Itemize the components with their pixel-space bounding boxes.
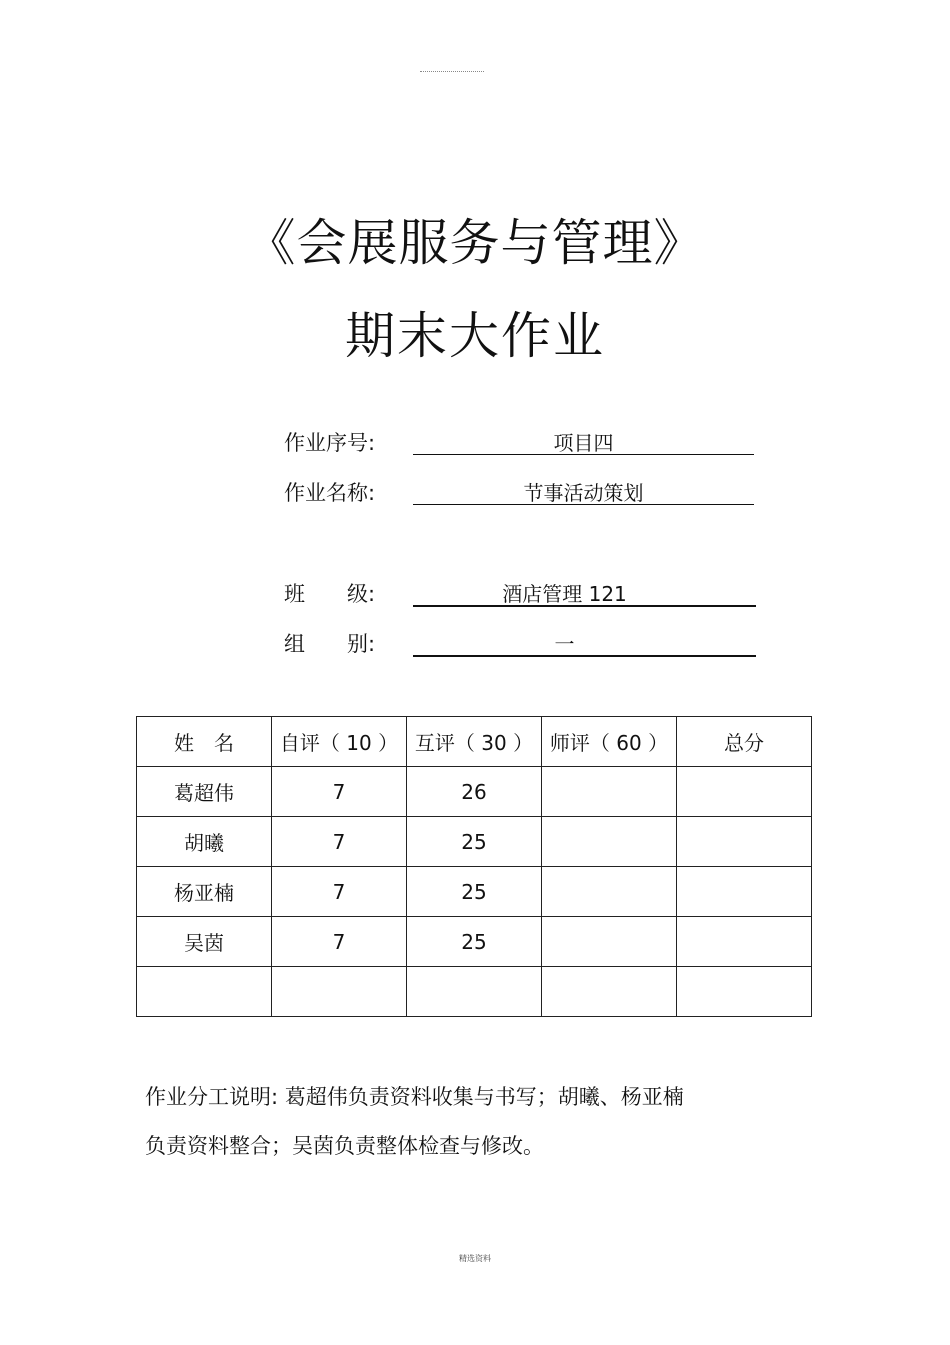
field-label: 作业名称: (284, 481, 376, 505)
cell-self-eval: 7 (272, 917, 407, 967)
cell-total (677, 817, 812, 867)
cell-name: 葛超伟 (137, 767, 272, 817)
cell-peer-eval (407, 967, 542, 1017)
field-value: 酒店管理 121 (413, 579, 756, 607)
table-row (137, 867, 812, 917)
header-total: 总分 (677, 717, 812, 767)
header-self-eval: 自评（ 10 ） (272, 717, 407, 767)
table-row (137, 967, 812, 1017)
cell-self-eval: 7 (272, 767, 407, 817)
table-row (137, 817, 812, 867)
table-row (137, 917, 812, 967)
division-of-work-note-line2: 负责资料整合；吴茵负责整体检查与修改。 (145, 1134, 544, 1158)
cell-total (677, 867, 812, 917)
cell-peer-eval: 25 (407, 817, 542, 867)
cell-teacher-eval (542, 767, 677, 817)
cell-name: 杨亚楠 (137, 867, 272, 917)
cell-peer-eval: 25 (407, 917, 542, 967)
assignment-title: 期末大作业 (345, 307, 605, 365)
field-value: 一 (413, 629, 756, 657)
cell-peer-eval: 25 (407, 867, 542, 917)
field-value: 节事活动策划 (413, 478, 754, 505)
page-footer: 精选资料 (459, 1254, 491, 1263)
table-row (137, 767, 812, 817)
cell-peer-eval: 26 (407, 767, 542, 817)
table-header-row (137, 717, 812, 767)
field-label: 班 级: (284, 582, 376, 606)
cell-teacher-eval (542, 917, 677, 967)
cell-name (137, 967, 272, 1017)
division-of-work-note-line1: 作业分工说明: 葛超伟负责资料收集与书写；胡曦、杨亚楠 (145, 1085, 684, 1109)
header-teacher-eval: 师评（ 60 ） (542, 717, 677, 767)
header-peer-eval: 互评（ 30 ） (407, 717, 542, 767)
cell-name: 吴茵 (137, 917, 272, 967)
cell-total (677, 767, 812, 817)
header-dotted-rule (420, 71, 484, 72)
cell-teacher-eval (542, 967, 677, 1017)
field-label: 作业序号: (284, 431, 376, 455)
cell-name: 胡曦 (137, 817, 272, 867)
course-title: 《会展服务与管理》 (245, 214, 705, 272)
cell-self-eval: 7 (272, 817, 407, 867)
cell-self-eval (272, 967, 407, 1017)
cell-teacher-eval (542, 817, 677, 867)
field-value: 项目四 (413, 428, 754, 455)
cell-total (677, 917, 812, 967)
cell-teacher-eval (542, 867, 677, 917)
cell-total (677, 967, 812, 1017)
cell-self-eval: 7 (272, 867, 407, 917)
score-table (136, 716, 812, 1017)
header-name: 姓 名 (137, 717, 272, 767)
field-label: 组 别: (284, 632, 376, 656)
